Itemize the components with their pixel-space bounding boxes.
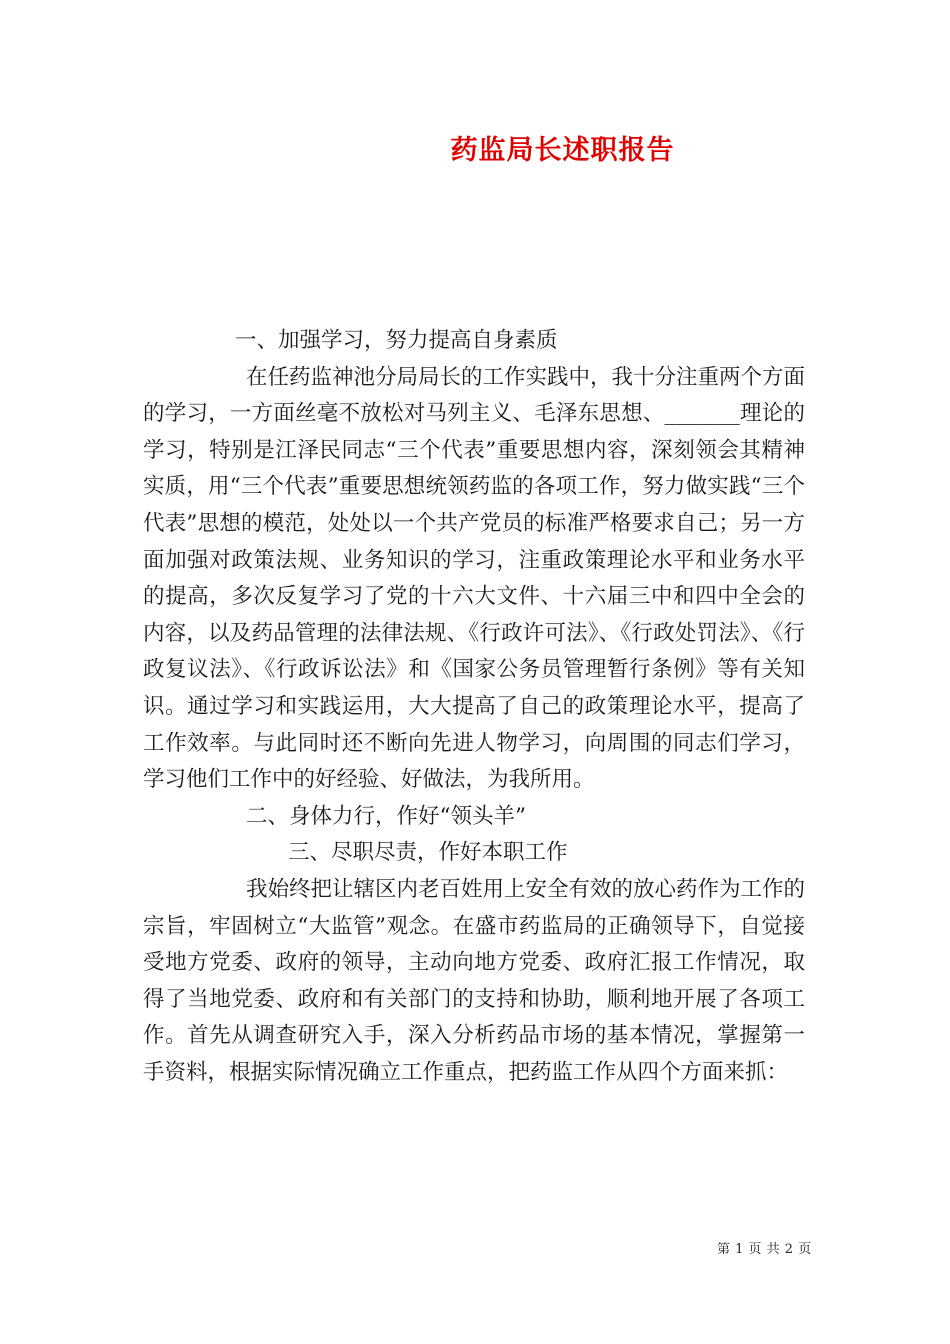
paragraph-1: 在任药监神池分局局长的工作实践中，我十分注重两个方面的学习，一方面丝毫不放松对马列主义、毛泽东思想、_______理论的学习，特别是江泽民同志“三个代表”重要思想内容，深刻领会其精神实质，用“三个代表”重要思想统领药监的各项工作，努力做实践“三个代表”思想的模范，处处以一个共产党员的标准严格要求自己；另一方面加强对政策法规、业务知识的学习，注重政策理论水平和业务水平的提高，多次反复学习了党的十六大文件、十六届三中和四中全会的内容，以及药品管理的法律法规、《行政许可法》、《行政处罚法》、《行政复议法》、《行政诉讼法》和《国家公务员管理暂行条例》等有关知识。通过学习和实践运用，大大提高了自己的政策理论水平，提高了工作效率。与此同时还不断向先进人物学习，向周围的同志们学习，学习他们工作中的好经验、好做法，为我所用。: [143, 364, 806, 793]
document-body: [143, 323, 805, 1091]
section-heading-1: 一、加强学习，努力提高自身素质: [235, 328, 558, 353]
paragraph-2: 我始终把让辖区内老百姓用上安全有效的放心药作为工作的宗旨，牢固树立“大监管”观念。在盛市药监局的正确领导下，自觉接受地方党委、政府的领导，主动向地方党委、政府汇报工作情况，取得了当地党委、政府和有关部门的支持和协助，顺利地开展了各项工作。首先从调查研究入手，深入分析药品市场的基本情况，掌握第一手资料，根据实际情况确立工作重点，把药监工作从四个方面来抓：: [143, 876, 806, 1085]
section-heading-3: 三、尽职尽责，作好本职工作: [288, 840, 568, 866]
document-title: 药监局长述职报告: [450, 135, 675, 166]
page-number-footer: 第 1 页 共 2 页: [717, 1242, 812, 1257]
section-heading-2: 二、身体力行，作好“领头羊”: [246, 803, 526, 829]
